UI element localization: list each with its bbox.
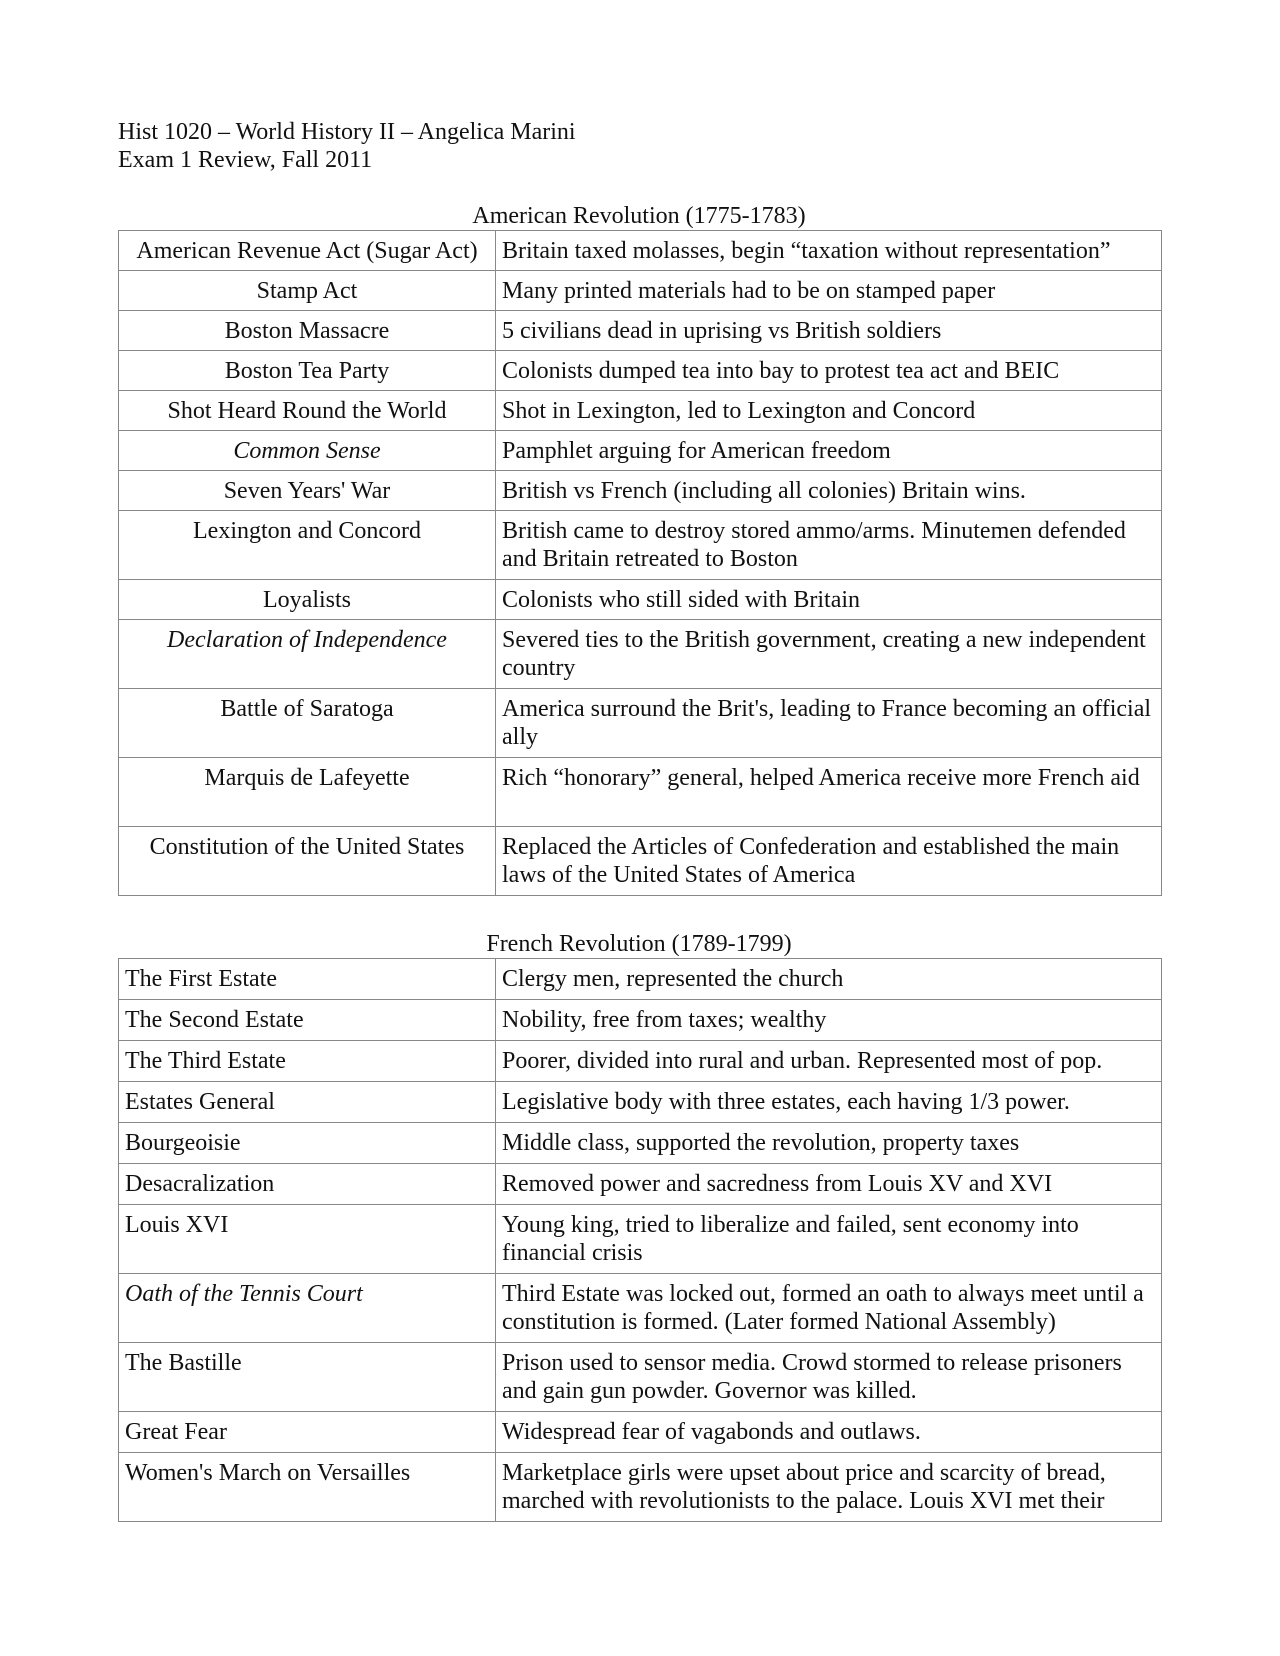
definition-cell: Young king, tried to liberalize and failed, sent economy into financial crisis [496, 1205, 1162, 1274]
table-row [119, 580, 1162, 620]
table-row [119, 758, 1162, 827]
table-row [119, 1453, 1162, 1522]
term-cell: Great Fear [119, 1412, 496, 1453]
definition-cell: Middle class, supported the revolution, property taxes [496, 1123, 1162, 1164]
term-cell: Oath of the Tennis Court [119, 1274, 496, 1343]
course-title: Hist 1020 – World History II – Angelica Marini [118, 119, 576, 145]
table-row [119, 431, 1162, 471]
term-cell: Constitution of the United States [119, 827, 496, 896]
table-row [119, 311, 1162, 351]
term-cell: Stamp Act [119, 271, 496, 311]
definition-cell: Marketplace girls were upset about price and scarcity of bread, marched with revolutionists to the palace. Louis XVI met their [496, 1453, 1162, 1522]
definition-cell: Prison used to sensor media. Crowd stormed to release prisoners and gain gun powder. Governor was killed. [496, 1343, 1162, 1412]
table-row [119, 511, 1162, 580]
table-row [119, 231, 1162, 271]
term-cell: Boston Tea Party [119, 351, 496, 391]
french-revolution-table [118, 958, 1162, 1522]
definition-cell: Severed ties to the British government, creating a new independent country [496, 620, 1162, 689]
definition-cell: British vs French (including all colonies) Britain wins. [496, 471, 1162, 511]
table-row [119, 1041, 1162, 1082]
table-row [119, 1343, 1162, 1412]
term-cell: American Revenue Act (Sugar Act) [119, 231, 496, 271]
term-cell: Estates General [119, 1082, 496, 1123]
definition-cell: Colonists who still sided with Britain [496, 580, 1162, 620]
term-cell: The Second Estate [119, 1000, 496, 1041]
term-cell: Women's March on Versailles [119, 1453, 496, 1522]
definition-cell: America surround the Brit's, leading to France becoming an official ally [496, 689, 1162, 758]
table-row [119, 1123, 1162, 1164]
french-revolution-title: French Revolution (1789-1799) [486, 931, 792, 957]
term-cell: Shot Heard Round the World [119, 391, 496, 431]
definition-cell: Removed power and sacredness from Louis XV and XVI [496, 1164, 1162, 1205]
table-row [119, 1082, 1162, 1123]
definition-cell: Colonists dumped tea into bay to protest tea act and BEIC [496, 351, 1162, 391]
american-revolution-title: American Revolution (1775-1783) [472, 203, 806, 229]
term-cell: Battle of Saratoga [119, 689, 496, 758]
term-cell: The First Estate [119, 959, 496, 1000]
table-row [119, 391, 1162, 431]
term-cell: The Third Estate [119, 1041, 496, 1082]
american-revolution-table [118, 230, 1162, 896]
definition-cell: Legislative body with three estates, each having 1/3 power. [496, 1082, 1162, 1123]
table-row [119, 827, 1162, 896]
exam-title: Exam 1 Review, Fall 2011 [118, 147, 373, 173]
definition-cell: British came to destroy stored ammo/arms. Minutemen defended and Britain retreated to Boston [496, 511, 1162, 580]
definition-cell: Pamphlet arguing for American freedom [496, 431, 1162, 471]
table-row [119, 1205, 1162, 1274]
term-cell: Bourgeoisie [119, 1123, 496, 1164]
term-cell: Declaration of Independence [119, 620, 496, 689]
definition-cell: 5 civilians dead in uprising vs British soldiers [496, 311, 1162, 351]
term-cell: Marquis de Lafeyette [119, 758, 496, 827]
definition-cell: Rich “honorary” general, helped America receive more French aid [496, 758, 1162, 827]
definition-cell: Replaced the Articles of Confederation and established the main laws of the United States of America [496, 827, 1162, 896]
table-row [119, 959, 1162, 1000]
definition-cell: Shot in Lexington, led to Lexington and Concord [496, 391, 1162, 431]
term-cell: Desacralization [119, 1164, 496, 1205]
term-cell: Loyalists [119, 580, 496, 620]
term-cell: Lexington and Concord [119, 511, 496, 580]
definition-cell: Widespread fear of vagabonds and outlaws. [496, 1412, 1162, 1453]
table-row [119, 1000, 1162, 1041]
definition-cell: Nobility, free from taxes; wealthy [496, 1000, 1162, 1041]
table-row [119, 1274, 1162, 1343]
table-row [119, 351, 1162, 391]
document-header [118, 118, 576, 174]
term-cell: The Bastille [119, 1343, 496, 1412]
table-row [119, 1164, 1162, 1205]
table-row [119, 471, 1162, 511]
table-row [119, 689, 1162, 758]
term-cell: Louis XVI [119, 1205, 496, 1274]
definition-cell: Clergy men, represented the church [496, 959, 1162, 1000]
table-row [119, 1412, 1162, 1453]
table-row [119, 620, 1162, 689]
definition-cell: Many printed materials had to be on stamped paper [496, 271, 1162, 311]
definition-cell: Britain taxed molasses, begin “taxation without representation” [496, 231, 1162, 271]
term-cell: Boston Massacre [119, 311, 496, 351]
definition-cell: Poorer, divided into rural and urban. Represented most of pop. [496, 1041, 1162, 1082]
table-row [119, 271, 1162, 311]
term-cell: Seven Years' War [119, 471, 496, 511]
term-cell: Common Sense [119, 431, 496, 471]
definition-cell: Third Estate was locked out, formed an oath to always meet until a constitution is formed. (Later formed National Assembly) [496, 1274, 1162, 1343]
